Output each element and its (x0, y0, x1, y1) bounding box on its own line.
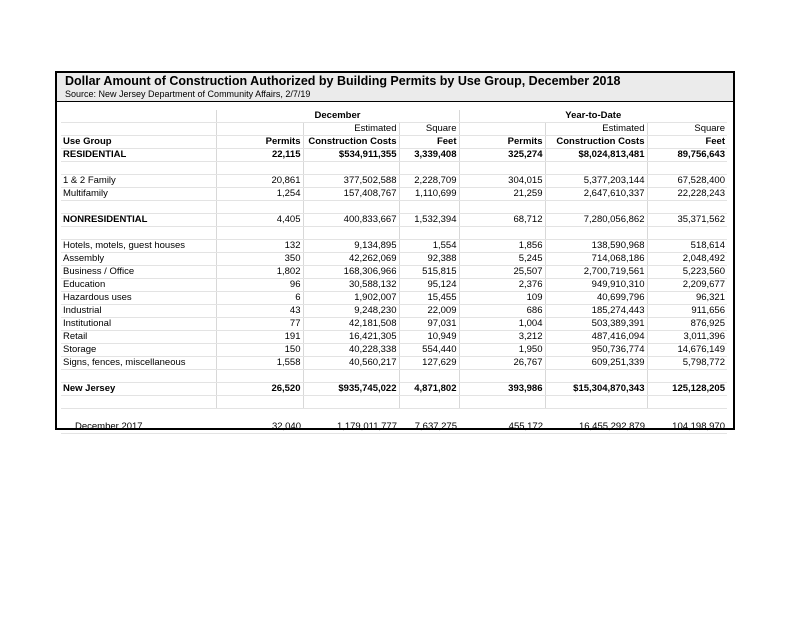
table-row: Hazardous uses 6 1,902,007 15,455 109 40,699,796 96,321 (63, 292, 725, 303)
report-frame (55, 71, 735, 430)
table-row: Business / Office 1,802 168,306,966 515,815 25,507 2,700,719,561 5,223,560 (63, 266, 725, 277)
spacer-row (61, 201, 727, 214)
spacer-row (61, 370, 727, 383)
spacer-row (61, 409, 727, 422)
total-row: New Jersey 26,520 $935,745,022 4,871,802 393,986 $15,304,870,343 125,128,205 (63, 383, 725, 394)
ytd-estimated-label: Estimated (545, 123, 647, 136)
table-row: Storage 150 40,228,338 554,440 1,950 950,736,774 14,676,149 (63, 344, 725, 355)
ytd-square-label: Square (647, 123, 727, 136)
group-december: December (216, 110, 459, 123)
table-row: Hotels, motels, guest houses 132 9,134,895 1,554 1,856 138,590,968 518,614 (63, 240, 725, 251)
title-bar (57, 73, 733, 102)
ytd-permits-header: Permits (459, 136, 545, 149)
dec-estimated-label: Estimated (303, 123, 399, 136)
dec-permits-header: Permits (216, 136, 303, 149)
table-row: 1 & 2 Family 20,861 377,502,588 2,228,709 304,015 5,377,203,144 67,528,400 (63, 175, 725, 186)
table-row: Institutional 77 42,181,508 97,031 1,004 503,389,391 876,925 (63, 318, 725, 329)
report-title: Dollar Amount of Construction Authorized by Building Permits by Use Group, December 2018 (65, 74, 621, 88)
table-row: NONRESIDENTIAL 4,405 400,833,667 1,532,394 68,712 7,280,056,862 35,371,562 (63, 214, 725, 225)
table-row: Assembly 350 42,262,069 92,388 5,245 714,068,186 2,048,492 (63, 253, 725, 264)
table-row: Industrial 43 9,248,230 22,009 686 185,274,443 911,656 (63, 305, 725, 316)
header-row-2 (61, 136, 727, 149)
dec-feet-header: Feet (399, 136, 459, 149)
permits-table (61, 110, 727, 434)
ytd-feet-header: Feet (647, 136, 727, 149)
source-note: Source: New Jersey Department of Community Affairs, 2/7/19 (65, 89, 311, 99)
use-group-header: Use Group (61, 136, 216, 149)
table-row: Retail 191 16,421,305 10,949 3,212 487,416,094 3,011,396 (63, 331, 725, 342)
dec-square-label: Square (399, 123, 459, 136)
group-ytd: Year-to-Date (459, 110, 727, 123)
comparison-row: December 2017 32,040 1,179,011,777 7,637,275 455,172 16,455,292,879 104,198,970 (61, 421, 727, 434)
spacer-row (61, 162, 727, 175)
table-row: RESIDENTIAL 22,115 $534,911,355 3,339,408 325,274 $8,024,813,481 89,756,643 (63, 149, 725, 160)
table-row: Education 96 30,588,132 95,124 2,376 949,910,310 2,209,677 (63, 279, 725, 290)
table-row: Signs, fences, miscellaneous 1,558 40,560,217 127,629 26,767 609,251,339 5,798,772 (63, 357, 725, 368)
spacer-row (61, 227, 727, 240)
dec-costs-header: Construction Costs (303, 136, 399, 149)
spacer-row (61, 396, 727, 409)
group-header-row (61, 110, 727, 123)
table-row: Multifamily 1,254 157,408,767 1,110,699 21,259 2,647,610,337 22,228,243 (63, 188, 725, 199)
ytd-costs-header: Construction Costs (545, 136, 647, 149)
header-row-1 (61, 123, 727, 136)
